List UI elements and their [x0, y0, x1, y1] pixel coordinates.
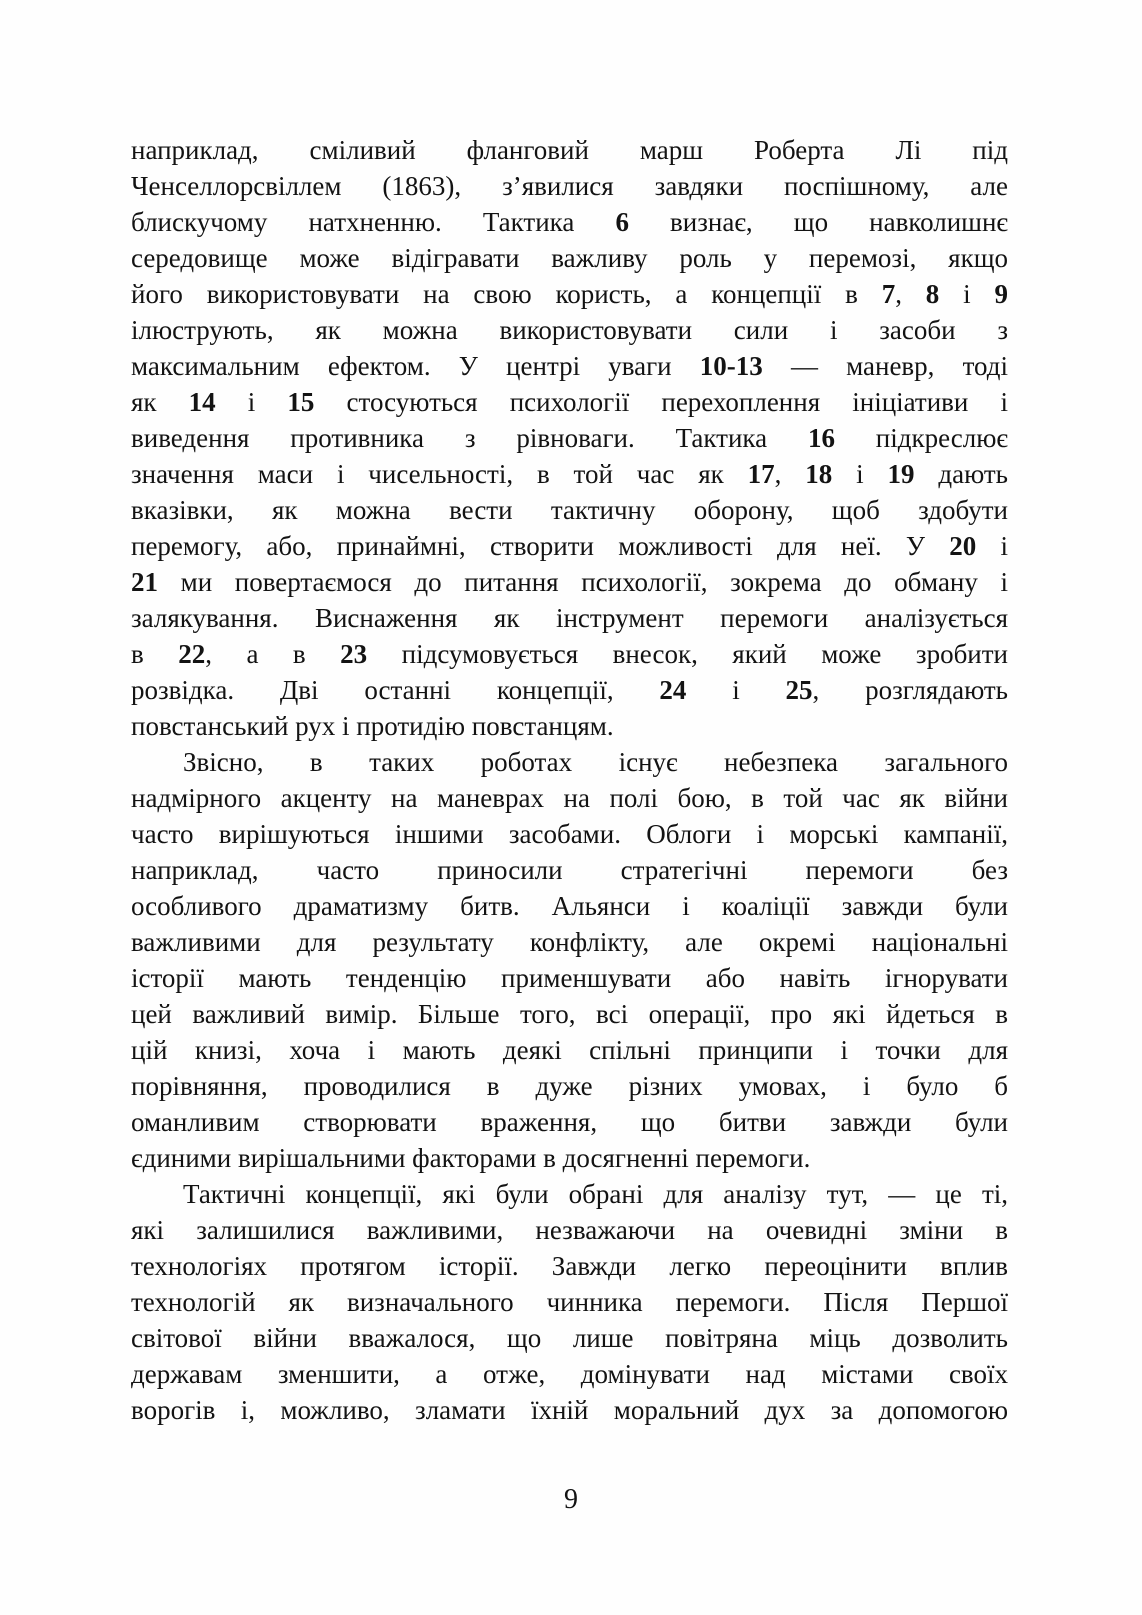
text-run: історії мають тенденцію применшувати або навіть ігнорувати [131, 963, 1008, 993]
text-run: технологіях протягом історії. Завжди легко переоцінити вплив [131, 1251, 1008, 1281]
text-line [131, 348, 1008, 384]
text-line [131, 528, 1008, 564]
text-line [131, 420, 1008, 456]
text-run: , [895, 279, 926, 309]
text-run: виведення противника з рівноваги. Тактика [131, 423, 808, 453]
text-run: технологій як визначального чинника перемоги. Після Першої [131, 1287, 1008, 1317]
text-run: максимальним ефектом. У центрі уваги [131, 351, 700, 381]
text-line [131, 1284, 1008, 1320]
text-run: стосуються психології перехоплення ініціативи і [314, 387, 1008, 417]
bold-run: 16 [807, 423, 835, 453]
text-run: — маневр, тоді [762, 351, 1008, 381]
text-run: значення маси і чисельності, в той час як [131, 459, 748, 489]
text-run: дають [914, 459, 1008, 489]
text-run: надмірного акценту на маневрах на полі бою, в той час як війни [131, 783, 1008, 813]
text-run: Ченселлорсвіллем (1863), з’явилися завдяки поспішному, але [131, 171, 1008, 201]
text-line [131, 1392, 1008, 1428]
bold-run: 20 [949, 531, 977, 561]
bold-run: 15 [287, 387, 315, 417]
bold-run: 8 [925, 279, 940, 309]
bold-run: 7 [881, 279, 896, 309]
text-run: ворогів і, можливо, зламати їхній моральний дух за допомогою [131, 1395, 1008, 1425]
text-run: як [131, 387, 189, 417]
text-run: підкреслює [834, 423, 1008, 453]
text-line [131, 276, 1008, 312]
text-line [131, 168, 1008, 204]
text-run: і [976, 531, 1008, 561]
text-run: особливого драматизму битв. Альянси і коаліції завжди були [131, 891, 1008, 921]
bold-run: 22 [178, 639, 206, 669]
text-line [131, 1248, 1008, 1284]
text-line [131, 1140, 1008, 1176]
text-run: повстанський рух і протидію повстанцям. [131, 711, 614, 741]
text-line [131, 564, 1008, 600]
text-run: , а в [205, 639, 341, 669]
text-run: важливими для результату конфлікту, але окремі національні [131, 927, 1008, 957]
text-run: визнає, що навколишнє [628, 207, 1008, 237]
text-run: і [686, 675, 786, 705]
text-run: в [131, 639, 179, 669]
text-line [131, 312, 1008, 348]
bold-run: 23 [340, 639, 368, 669]
text-line [131, 780, 1008, 816]
text-run: Тактичні концепції, які були обрані для аналізу тут, — це ті, [183, 1179, 1008, 1209]
text-run: порівняння, проводилися в дуже різних умовах, і було б [131, 1071, 1008, 1101]
text-run: і [939, 279, 995, 309]
text-line [131, 1068, 1008, 1104]
text-line [131, 708, 1008, 744]
text-run: розвідка. Дві останні концепції, [131, 675, 660, 705]
text-line [131, 1104, 1008, 1140]
page-number: 9 [564, 1484, 578, 1515]
text-run: середовище може відігравати важливу роль у перемозі, якщо [131, 243, 1008, 273]
text-line [131, 816, 1008, 852]
text-run: і [832, 459, 888, 489]
bold-run: 21 [131, 567, 158, 597]
text-run: цій книзі, хоча і мають деякі спільні принципи і точки для [131, 1035, 1008, 1065]
text-run: ми повертаємося до питання психології, зокрема до обману і [158, 567, 1008, 597]
text-line [131, 1212, 1008, 1248]
bold-run: 6 [615, 207, 629, 237]
text-run: , [774, 459, 806, 489]
text-line [131, 384, 1008, 420]
bold-run: 24 [659, 675, 687, 705]
text-line [131, 636, 1008, 672]
text-line [131, 960, 1008, 996]
text-line [131, 1032, 1008, 1068]
text-line [131, 1356, 1008, 1392]
text-run: вказівки, як можна вести тактичну оборону, щоб здобути [131, 495, 1008, 525]
text-line [131, 1320, 1008, 1356]
text-run: залякування. Виснаження як інструмент перемоги аналізується [131, 603, 1008, 633]
text-line [131, 240, 1008, 276]
text-run: державам зменшити, а отже, домінувати над містами своїх [131, 1359, 1008, 1389]
text-line [131, 924, 1008, 960]
text-line [131, 996, 1008, 1032]
text-run: світової війни вважалося, що лише повітряна міць дозволить [131, 1323, 1008, 1353]
text-run: блискучому натхненню. Тактика [131, 207, 616, 237]
bold-run: 9 [994, 279, 1008, 309]
text-line [131, 888, 1008, 924]
text-run: ілюструють, як можна використовувати сили і засоби з [131, 315, 1008, 345]
text-line [131, 1176, 1008, 1212]
bold-run: 17 [747, 459, 775, 489]
text-run: наприклад, часто приносили стратегічні перемоги без [131, 855, 1008, 885]
text-run: наприклад, сміливий фланговий марш Роберта Лі під [131, 135, 1008, 165]
text-run: Звісно, в таких роботах існує небезпека загального [183, 747, 1008, 777]
bold-run: 25 [785, 675, 813, 705]
bold-run: 18 [805, 459, 833, 489]
text-line [131, 852, 1008, 888]
text-run: перемогу, або, принаймні, створити можливості для неї. У [131, 531, 950, 561]
text-line [131, 492, 1008, 528]
text-line [131, 600, 1008, 636]
page-text [131, 132, 1008, 1428]
text-run: єдиними вирішальними факторами в досягненні перемоги. [131, 1143, 811, 1173]
text-run: , розглядають [812, 675, 1008, 705]
text-run: і [215, 387, 288, 417]
text-run: оманливим створювати враження, що битви завжди були [131, 1107, 1008, 1137]
text-run: які залишилися важливими, незважаючи на очевидні зміни в [131, 1215, 1008, 1245]
bold-run: 19 [887, 459, 915, 489]
text-run: цей важливий вимір. Більше того, всі операції, про які йдеться в [131, 999, 1008, 1029]
text-line [131, 744, 1008, 780]
text-line [131, 672, 1008, 708]
text-run: підсумовується внесок, який може зробити [367, 639, 1008, 669]
bold-run: 10-13 [699, 351, 763, 381]
text-run: часто вирішуються іншими засобами. Облоги і морські кампанії, [131, 819, 1008, 849]
text-line [131, 204, 1008, 240]
text-run: його використовувати на свою користь, а концепції в [131, 279, 882, 309]
text-line [131, 456, 1008, 492]
bold-run: 14 [188, 387, 216, 417]
text-line [131, 132, 1008, 168]
